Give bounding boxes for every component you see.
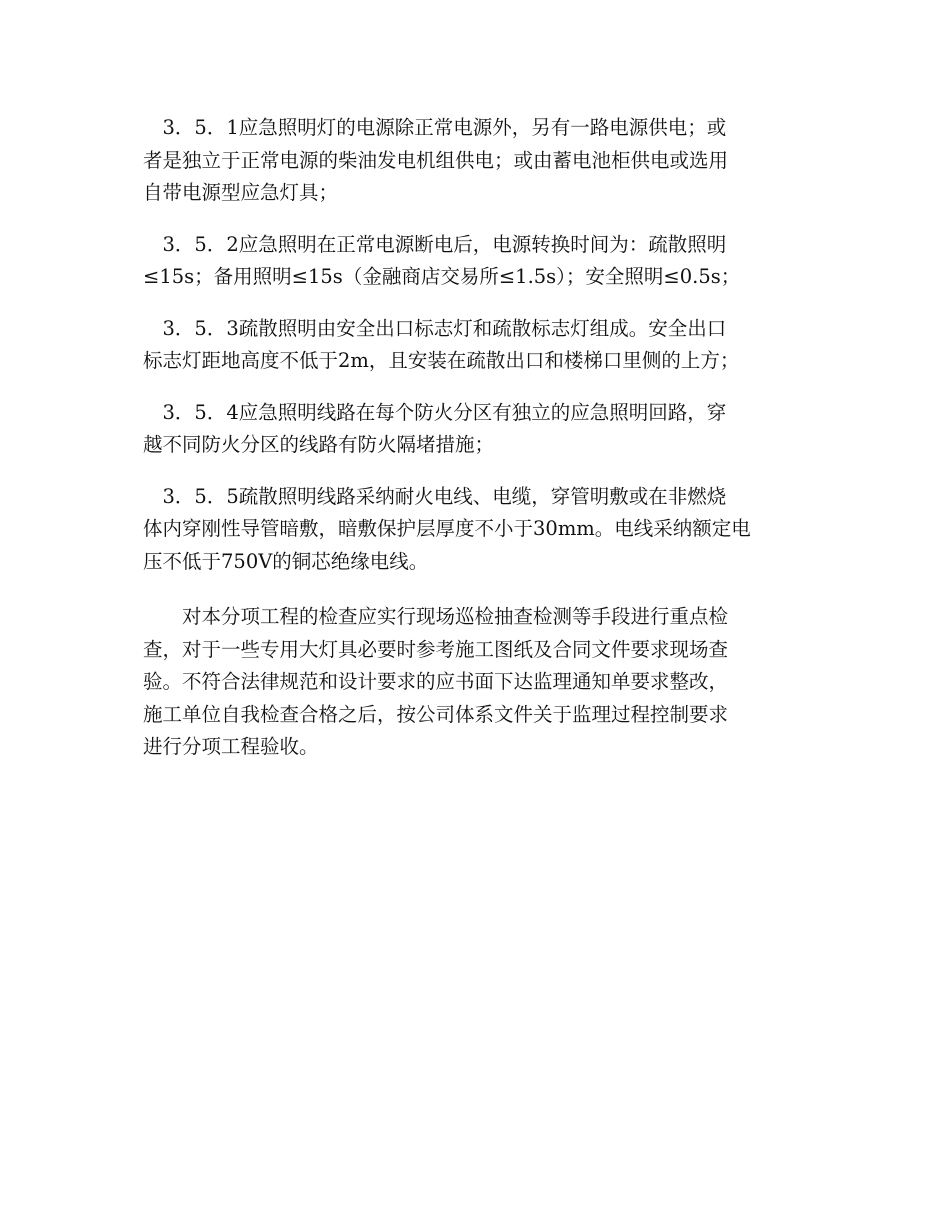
text-line: 标志灯距地高度不低于2m，且安装在疏散出口和楼梯口里侧的上方； <box>143 349 740 372</box>
document-body <box>143 112 811 783</box>
text-line: 进行分项工程验收。 <box>143 735 319 758</box>
paragraph-3-5-1 <box>143 112 811 210</box>
text-line: 体内穿刚性导管暗敷，暗敷保护层厚度不小于30mm。电线采纳额定电 <box>143 517 751 540</box>
text-line: 压不低于750V的铜芯绝缘电线。 <box>143 549 429 573</box>
text-line: 越不同防火分区的线路有防火隔堵措施； <box>143 433 495 456</box>
text-line: 验。不符合法律规范和设计要求的应书面下达监理通知单要求整改， <box>143 670 729 693</box>
text-line: 查，对于一些专用大灯具必要时参考施工图纸及合同文件要求现场查 <box>143 637 729 661</box>
text-line: ≤15s；备用照明≤15s（金融商店交易所≤1.5s）；安全照明≤0.5s； <box>143 265 741 288</box>
text-line: 施工单位自我检查合格之后，按公司体系文件关于监理过程控制要求 <box>143 702 729 726</box>
text-line: 3．5．4应急照明线路在每个防火分区有独立的应急照明回路，穿 <box>143 400 727 424</box>
text-line: 3．5．2应急照明在正常电源断电后，电源转换时间为：疏散照明 <box>143 232 727 256</box>
paragraph-3-5-5 <box>143 481 811 579</box>
paragraph-3-5-3 <box>143 313 811 378</box>
text-line: 对本分项工程的检查应实行现场巡检抽查检测等手段进行重点检 <box>143 605 729 628</box>
text-line: 者是独立于正常电源的柴油发电机组供电；或由蓄电池柜供电或选用 <box>143 148 729 172</box>
text-line: 3．5．3疏散照明由安全出口标志灯和疏散标志灯组成。安全出口 <box>143 316 727 340</box>
text-line: 3．5．1应急照明灯的电源除正常电源外，另有一路电源供电；或 <box>143 116 727 139</box>
text-line: 自带电源型应急灯具； <box>143 181 339 204</box>
text-line: 3．5．5疏散照明线路采纳耐火电线、电缆，穿管明敷或在非燃烧 <box>143 484 727 508</box>
paragraph-3-5-2 <box>143 229 811 294</box>
paragraph-3-5-4 <box>143 397 811 462</box>
paragraph-inspection-note <box>143 601 811 764</box>
